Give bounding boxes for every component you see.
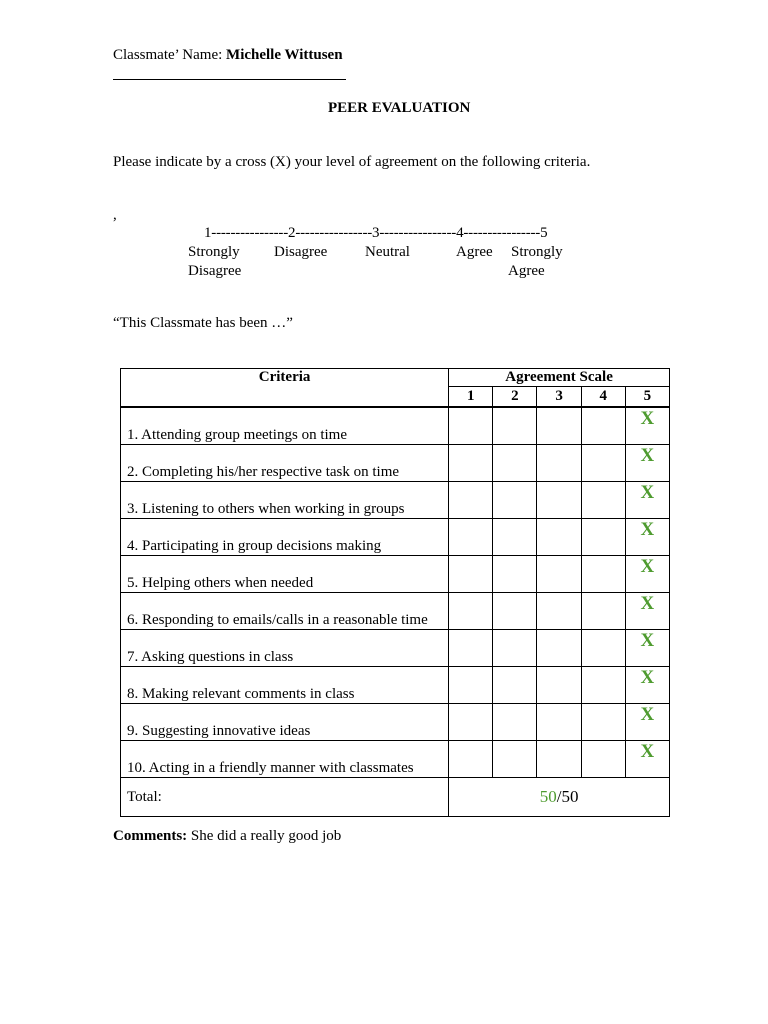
scale-column-3: 3	[537, 387, 581, 408]
cross-mark: X	[640, 593, 655, 614]
cross-mark: X	[640, 519, 655, 540]
total-score-max: /50	[556, 787, 579, 806]
cross-mark: X	[640, 408, 655, 429]
rating-cell-3[interactable]	[537, 630, 581, 667]
scale-line: 1----------------2----------------3----------------4----------------5	[204, 225, 548, 241]
rating-cell-1[interactable]	[449, 704, 493, 741]
rating-cell-2[interactable]	[493, 630, 537, 667]
table-row	[121, 556, 670, 593]
rating-cell-2[interactable]	[493, 407, 537, 445]
evaluation-table	[120, 368, 670, 817]
total-score-value: 50	[539, 787, 557, 806]
rating-cell-5[interactable]	[625, 445, 669, 482]
classmate-name-line	[113, 47, 343, 64]
rating-cell-3[interactable]	[537, 741, 581, 778]
rating-cell-3[interactable]	[537, 667, 581, 704]
comments-text: She did a really good job	[187, 828, 342, 844]
rating-cell-5[interactable]	[625, 667, 669, 704]
criteria-header: Criteria	[121, 369, 449, 408]
total-label: Total:	[121, 778, 449, 817]
rating-cell-2[interactable]	[493, 741, 537, 778]
rating-cell-5[interactable]	[625, 519, 669, 556]
criterion-label: 4. Participating in group decisions making	[121, 519, 449, 556]
rating-cell-4[interactable]	[581, 630, 625, 667]
comments-line	[113, 828, 341, 845]
rating-cell-2[interactable]	[493, 667, 537, 704]
rating-cell-1[interactable]	[449, 556, 493, 593]
criterion-label: 6. Responding to emails/calls in a reasonable time	[121, 593, 449, 630]
table-row	[121, 630, 670, 667]
criterion-label: 8. Making relevant comments in class	[121, 667, 449, 704]
rating-cell-5[interactable]	[625, 704, 669, 741]
rating-cell-4[interactable]	[581, 741, 625, 778]
cross-mark: X	[640, 667, 655, 688]
rating-cell-3[interactable]	[537, 519, 581, 556]
table-row	[121, 445, 670, 482]
rating-cell-4[interactable]	[581, 704, 625, 741]
criterion-label: 1. Attending group meetings on time	[121, 407, 449, 445]
scale-column-1: 1	[449, 387, 493, 408]
rating-cell-3[interactable]	[537, 482, 581, 519]
criterion-label: 3. Listening to others when working in groups	[121, 482, 449, 519]
agreement-scale-header: Agreement Scale	[449, 369, 670, 387]
table-row	[121, 704, 670, 741]
table-row	[121, 593, 670, 630]
page-title: PEER EVALUATION	[328, 100, 471, 116]
cross-mark: X	[640, 556, 655, 577]
scale-label-3: Neutral	[365, 244, 410, 260]
rating-cell-5[interactable]	[625, 407, 669, 445]
table-row	[121, 407, 670, 445]
comments-label: Comments:	[113, 828, 188, 844]
criterion-label: 9. Suggesting innovative ideas	[121, 704, 449, 741]
scale-label-2: Disagree	[274, 244, 328, 260]
rating-cell-4[interactable]	[581, 445, 625, 482]
cross-mark: X	[640, 482, 655, 503]
rating-cell-1[interactable]	[449, 407, 493, 445]
cross-mark: X	[640, 741, 655, 762]
rating-cell-4[interactable]	[581, 482, 625, 519]
total-score	[449, 778, 670, 817]
rating-cell-2[interactable]	[493, 445, 537, 482]
criterion-label: 7. Asking questions in class	[121, 630, 449, 667]
rating-cell-3[interactable]	[537, 407, 581, 445]
scale-label-1-line2: Disagree	[188, 263, 242, 279]
rating-cell-4[interactable]	[581, 556, 625, 593]
rating-cell-2[interactable]	[493, 482, 537, 519]
quote-text: “This Classmate has been …”	[113, 315, 293, 331]
rating-cell-2[interactable]	[493, 556, 537, 593]
rating-cell-5[interactable]	[625, 630, 669, 667]
table-row	[121, 482, 670, 519]
table-row	[121, 667, 670, 704]
rating-cell-4[interactable]	[581, 593, 625, 630]
total-row	[121, 778, 670, 817]
rating-cell-5[interactable]	[625, 482, 669, 519]
rating-cell-1[interactable]	[449, 741, 493, 778]
rating-cell-3[interactable]	[537, 556, 581, 593]
cross-mark: X	[640, 630, 655, 651]
rating-cell-3[interactable]	[537, 704, 581, 741]
rating-cell-5[interactable]	[625, 593, 669, 630]
cross-mark: X	[640, 445, 655, 466]
instruction-text: Please indicate by a cross (X) your level of agreement on the following criteria.	[113, 154, 591, 170]
scale-label-1: Strongly	[188, 244, 240, 260]
scale-column-2: 2	[493, 387, 537, 408]
criterion-label: 2. Completing his/her respective task on time	[121, 445, 449, 482]
criterion-label: 10. Acting in a friendly manner with classmates	[121, 741, 449, 778]
scale-column-5: 5	[625, 387, 669, 408]
rating-cell-5[interactable]	[625, 741, 669, 778]
stray-mark: ,	[113, 207, 117, 223]
scale-label-5-line2: Agree	[508, 263, 545, 279]
rating-cell-3[interactable]	[537, 593, 581, 630]
rating-cell-1[interactable]	[449, 482, 493, 519]
classmate-label: Classmate’ Name:	[113, 47, 223, 63]
rating-cell-1[interactable]	[449, 630, 493, 667]
rating-cell-4[interactable]	[581, 519, 625, 556]
table-row	[121, 519, 670, 556]
criterion-label: 5. Helping others when needed	[121, 556, 449, 593]
name-underline	[113, 79, 346, 80]
table-row	[121, 741, 670, 778]
rating-cell-2[interactable]	[493, 519, 537, 556]
scale-label-5: Strongly	[511, 244, 563, 260]
classmate-name: Michelle Wittusen	[226, 47, 343, 63]
rating-cell-1[interactable]	[449, 519, 493, 556]
cross-mark: X	[640, 704, 655, 725]
rating-cell-2[interactable]	[493, 593, 537, 630]
rating-cell-4[interactable]	[581, 407, 625, 445]
scale-column-4: 4	[581, 387, 625, 408]
rating-cell-1[interactable]	[449, 593, 493, 630]
rating-cell-5[interactable]	[625, 556, 669, 593]
rating-cell-3[interactable]	[537, 445, 581, 482]
rating-cell-4[interactable]	[581, 667, 625, 704]
rating-cell-1[interactable]	[449, 445, 493, 482]
rating-cell-2[interactable]	[493, 704, 537, 741]
rating-cell-1[interactable]	[449, 667, 493, 704]
scale-label-4: Agree	[456, 244, 493, 260]
